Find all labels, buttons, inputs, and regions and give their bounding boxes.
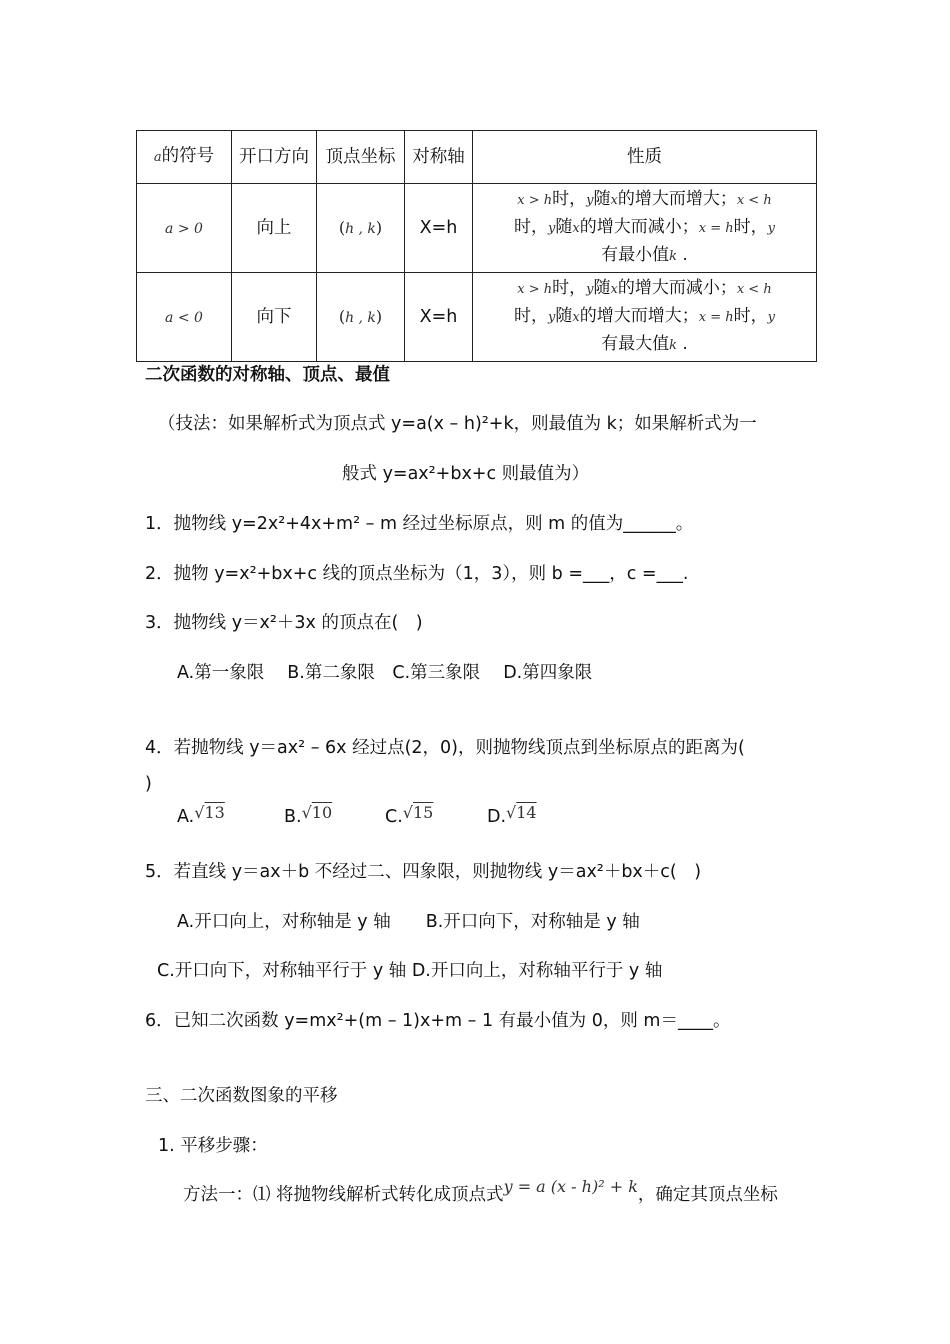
- method-one: 方法一：⑴ 将抛物线解析式转化成顶点式y = a (x - h)² + k，确定其顶点坐标: [183, 1177, 778, 1205]
- cell-direction: 向上: [232, 184, 317, 273]
- question-1: 1．抛物线 y=2x²+4x+m² – m 经过坐标原点，则 m 的值为______。: [145, 514, 694, 534]
- option-d: D.√14: [487, 803, 537, 827]
- step-heading: 1. 平移步骤：: [158, 1136, 268, 1156]
- cell-axis: X=h: [405, 273, 473, 362]
- question-6: 6．已知二次函数 y=mx²+(m – 1)x+m – 1 有最小值为 0，则 m＝____。: [145, 1011, 731, 1031]
- header-sign: a的符号: [137, 131, 232, 184]
- question-3: 3．抛物线 y＝x²＋3x 的顶点在( ): [145, 613, 423, 633]
- sqrt-14: √14: [506, 803, 537, 822]
- header-direction: 开口方向: [232, 131, 317, 184]
- table-row: [137, 273, 817, 362]
- header-axis: 对称轴: [405, 131, 473, 184]
- question-5: 5．若直线 y＝ax＋b 不经过二、四象限，则抛物线 y＝ax²＋bx＋c( ): [145, 862, 702, 882]
- cell-vertex: (h , k): [317, 184, 405, 273]
- section-3-title: 三、二次函数图象的平移: [145, 1086, 338, 1106]
- section-title: 二次函数的对称轴、顶点、最值: [145, 365, 390, 385]
- sqrt-15: √15: [402, 803, 434, 822]
- tip-line-2: 般式 y=ax²+bx+c 则最值为）: [342, 464, 590, 484]
- tip-line-1: （技法：如果解析式为顶点式 y=a(x – h)²+k，则最值为 k；如果解析式为一: [158, 414, 757, 434]
- table-header-row: [137, 131, 817, 184]
- sqrt-13: √13: [194, 803, 225, 822]
- option-a: A.√13: [177, 803, 225, 827]
- question-5-options-cd: C.开口向下，对称轴平行于 y 轴 D.开口向上，对称轴平行于 y 轴: [157, 961, 663, 981]
- cell-sign: a < 0: [137, 273, 232, 362]
- option-b: B.√10: [284, 803, 333, 827]
- question-5-options-ab: A.开口向上，对称轴是 y 轴 B.开口向下，对称轴是 y 轴: [177, 912, 640, 932]
- cell-sign: a > 0: [137, 184, 232, 273]
- question-3-options: A.第一象限 B.第二象限 C.第三象限 D.第四象限: [177, 663, 593, 683]
- header-property: 性质: [473, 131, 817, 184]
- header-vertex: 顶点坐标: [317, 131, 405, 184]
- vertex-form-formula: y = a (x - h)² + k: [503, 1177, 638, 1196]
- cell-property: x > h时，y随x的增大而增大；x < h 时，y随x的增大而减小；x = h时，y 有最小值k .: [473, 184, 817, 273]
- cell-vertex: (h , k): [317, 273, 405, 362]
- cell-property: x > h时，y随x的增大而减小；x < h 时，y随x的增大而增大；x = h时，y 有最大值k .: [473, 273, 817, 362]
- sqrt-10: √10: [301, 803, 333, 822]
- question-2: 2．抛物 y=x²+bx+c 线的顶点坐标为（1，3），则 b =___，c =___.: [145, 564, 689, 584]
- cell-direction: 向下: [232, 273, 317, 362]
- question-4: 4．若抛物线 y＝ax² – 6x 经过点(2，0)，则抛物线顶点到坐标原点的距离为(: [145, 738, 745, 758]
- table-row: [137, 184, 817, 273]
- question-4-cont: ): [145, 774, 152, 794]
- cell-axis: X=h: [405, 184, 473, 273]
- option-c: C.√15: [385, 803, 434, 827]
- quadratic-properties-table: [136, 130, 817, 362]
